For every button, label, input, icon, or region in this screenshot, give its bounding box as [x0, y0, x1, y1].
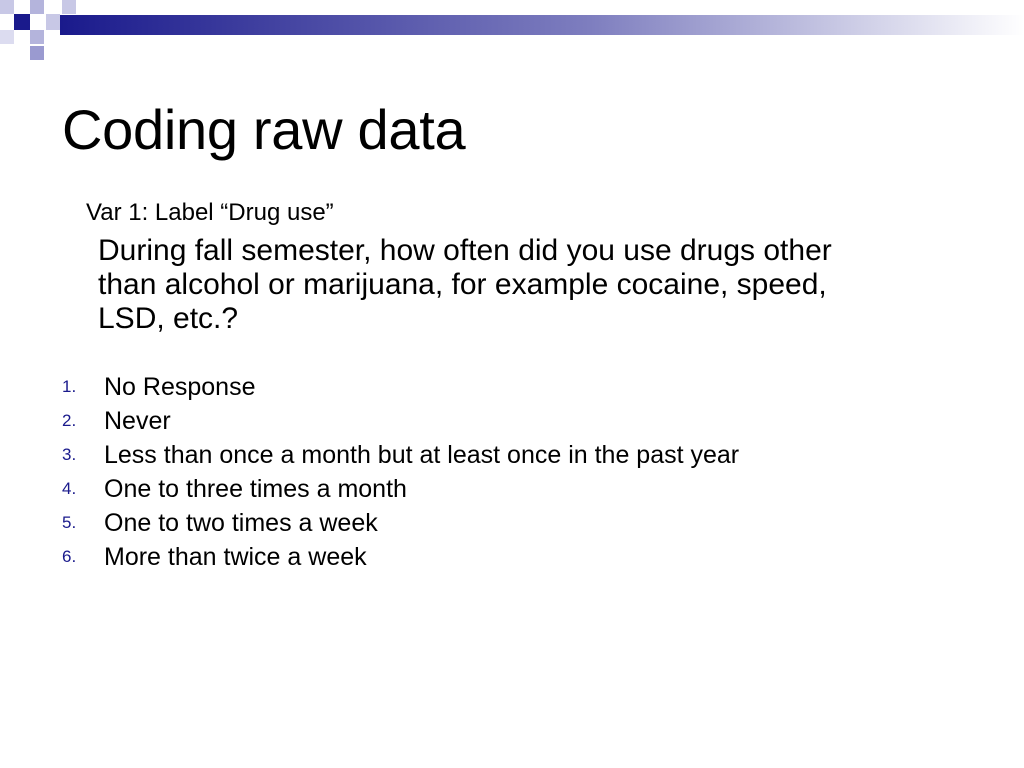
option-text: No Response: [104, 373, 256, 401]
header-square: [14, 14, 30, 30]
question-line: LSD, etc.?: [98, 302, 239, 335]
question-line: During fall semester, how often did you use drugs other: [98, 234, 832, 267]
slide-title: Coding raw data: [62, 98, 466, 161]
header-square: [30, 46, 44, 60]
option-number: 2.: [62, 411, 77, 430]
option-number: 1.: [62, 377, 77, 396]
option-text: More than twice a week: [104, 543, 367, 571]
variable-label: Var 1: Label “Drug use”: [86, 199, 334, 226]
header-gradient-bar: [60, 15, 1024, 35]
option-text: Never: [104, 407, 171, 435]
option-text: Less than once a month but at least once in the past year: [104, 441, 740, 469]
header-square: [46, 14, 60, 30]
header-square: [62, 0, 76, 14]
option-number: 3.: [62, 445, 77, 464]
survey-question: [98, 234, 984, 336]
header-decoration: [0, 0, 1024, 64]
question-line: than alcohol or marijuana, for example cocaine, speed,: [98, 268, 827, 301]
header-decoration-graphic: [0, 0, 1024, 64]
header-square: [0, 30, 14, 44]
option-number: 6.: [62, 547, 77, 566]
header-square: [30, 0, 44, 14]
header-square: [30, 30, 44, 44]
option-text: One to three times a month: [104, 475, 407, 503]
header-square: [0, 0, 14, 14]
option-number: 4.: [62, 479, 77, 498]
option-number: 5.: [62, 513, 77, 532]
option-text: One to two times a week: [104, 509, 378, 537]
